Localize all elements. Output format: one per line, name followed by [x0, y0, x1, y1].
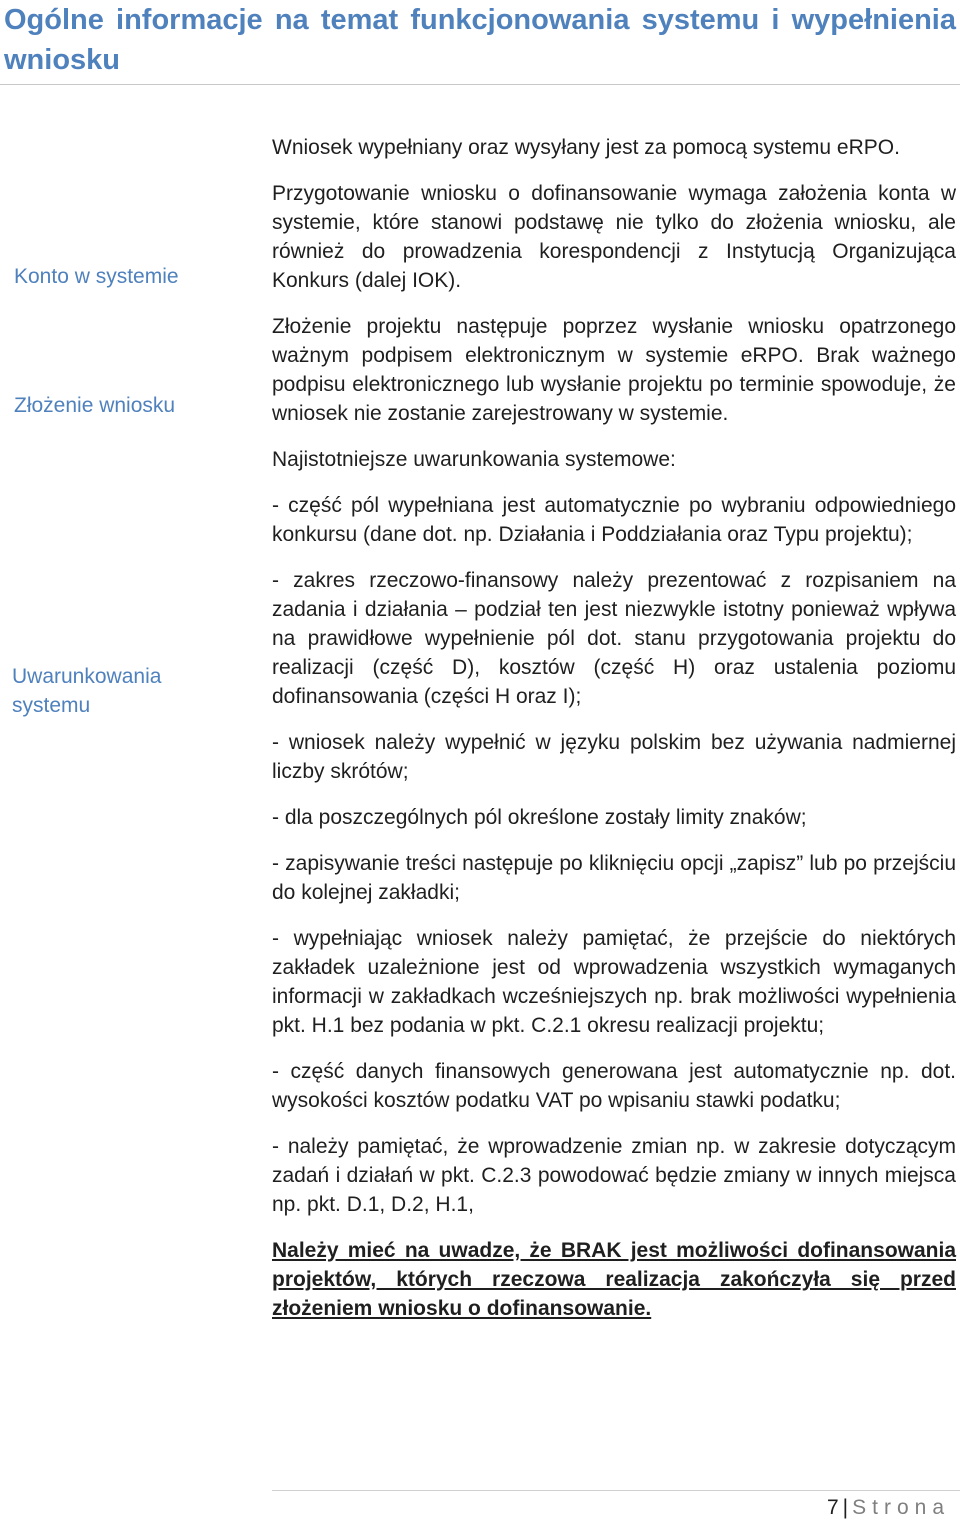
title-divider — [0, 84, 960, 85]
paragraph-uwarunkowania-heading: Najistotniejsze uwarunkowania systemowe: — [272, 448, 676, 471]
sidebar-label-zlozenie: Złożenie wniosku — [14, 394, 176, 417]
footer-divider — [272, 1490, 960, 1491]
list-item: - należy pamiętać, że wprowadzenie zmian np. w zakresie dotyczącym zadań i działań w pkt. C.2.3 powodować będzie zmiany w innych miejsca np. pkt. D.1, D.2, H.1, — [272, 1135, 956, 1216]
footer-separator: | — [842, 1496, 849, 1519]
page-label: Strona — [852, 1496, 950, 1519]
list-item: - część danych finansowych generowana jest automatycznie np. dot. wysokości kosztów podatku VAT po wpisaniu stawki podatku; — [272, 1060, 956, 1112]
paragraph-zlozenie: Złożenie projektu następuje poprzez wysłanie wniosku opatrzonego ważnym podpisem elektronicznym w systemie eRPO. Brak ważnego podpisu elektronicznego lub wysłanie projektu po terminie spowoduje, że wniosek nie zostanie zarejestrowany w systemie. — [272, 315, 956, 425]
list-item: - zapisywanie treści następuje po kliknięciu opcji „zapisz” lub po przejściu do kolejnej zakładki; — [272, 852, 956, 904]
main-content — [272, 133, 956, 1323]
sidebar-label-konto: Konto w systemie — [14, 265, 179, 288]
list-item: - wniosek należy wypełnić w języku polskim bez używania nadmiernej liczby skrótów; — [272, 731, 956, 783]
sidebar-label-uwarunkowania: Uwarunkowania systemu — [12, 665, 162, 717]
page-footer — [827, 1494, 950, 1522]
list-item: - zakres rzeczowo-finansowy należy prezentować z rozpisaniem na zadania i działania – podział ten jest niezwykle istotny ponieważ wpływa na prawidłowe wypełnienie pól dot. stanu przygotowania projektu do realizacji (część D), kosztów (część H) oraz ustalenia poziomu dofinansowania (części H oraz I); — [272, 569, 956, 708]
list-item: - dla poszczególnych pól określone zostały limity znaków; — [272, 806, 807, 829]
list-item: - wypełniając wniosek należy pamiętać, że przejście do niektórych zakładek uzależnione jest od wprowadzenia wszystkich wymaganych informacji w zakładkach wcześniejszych np. brak możliwości wypełnienia pkt. H.1 bez podania w pkt. C.2.1 okresu realizacji projektu; — [272, 927, 956, 1037]
paragraph-konto: Przygotowanie wniosku o dofinansowanie wymaga założenia konta w systemie, które stanowi podstawę nie tylko do złożenia wniosku, ale również do prowadzenia korespondencji z Instytucją Organizująca Konkurs (dalej IOK). — [272, 182, 956, 292]
page-title: Ogólne informacje na temat funkcjonowania systemu i wypełnienia wniosku — [4, 4, 956, 76]
list-item: - część pól wypełniana jest automatycznie po wybraniu odpowiedniego konkursu (dane dot. np. Działania i Poddziałania oraz Typu projektu); — [272, 494, 956, 546]
page-number: 7 — [826, 1496, 839, 1519]
warning-note: Należy mieć na uwadze, że BRAK jest możliwości dofinansowania projektów, których rzeczowa realizacja zakończyła się przed złożeniem wniosku o dofinansowanie. — [272, 1239, 956, 1320]
paragraph-intro: Wniosek wypełniany oraz wysyłany jest za pomocą systemu eRPO. — [272, 136, 900, 159]
